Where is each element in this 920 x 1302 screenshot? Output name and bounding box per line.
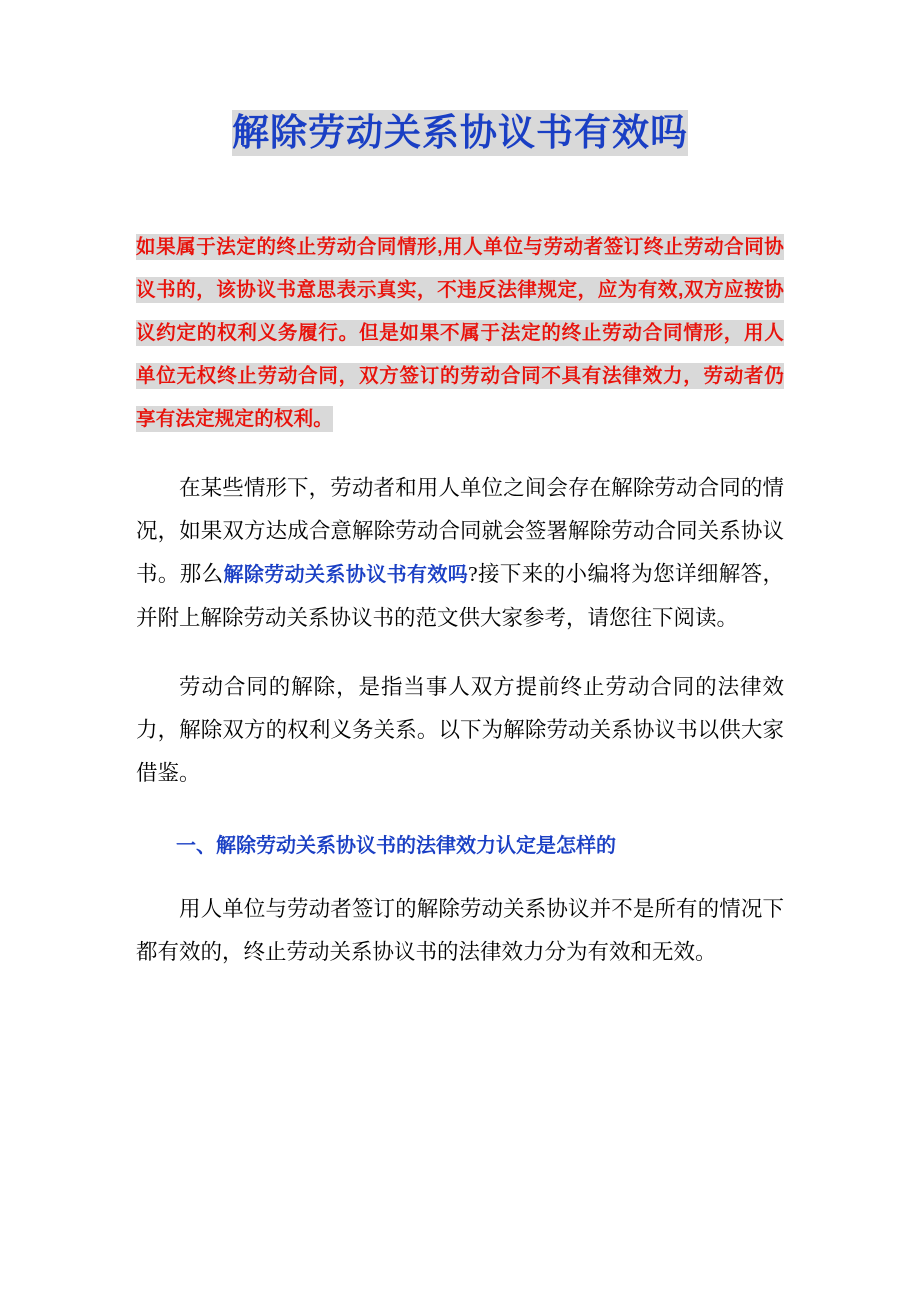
document-content [136,0,784,996]
page-title-container [136,110,784,156]
body-paragraph-1-part2: ?接下来的小编将为您详细解答，并附上解除劳动关系协议书的范文供大家参考，请您往下阅读。 [136,562,784,631]
lead-paragraph [136,226,784,441]
body-paragraph-1 [136,467,784,640]
body-paragraph-2: 劳动合同的解除，是指当事人双方提前终止劳动合同的法律效力，解除双方的权利义务关系。以下为解除劳动关系协议书以供大家借鉴。 [136,675,784,786]
body-paragraph-3: 用人单位与劳动者签订的解除劳动关系协议并不是所有的情况下都有效的，终止劳动关系协议书的法律效力分为有效和无效。 [136,897,784,965]
inline-link-agreement-validity[interactable]: 解除劳动关系协议书有效吗 [223,564,469,587]
section-heading-1: 一、解除劳动关系协议书的法律效力认定是怎样的 [176,835,616,858]
lead-paragraph-text: 如果属于法定的终止劳动合同情形,用人单位与劳动者签订终止劳动合同协议书的，该协议书意思表示真实，不违反法律规定，应为有效,双方应按协议约定的权利义务履行。但是如果不属于法定的终止劳动合同情形，用人单位无权终止劳动合同，双方签订的劳动合同不具有法律效力，劳动者仍享有法定规定的权利。 [136,236,784,431]
page-title: 解除劳动关系协议书有效吗 [232,110,688,156]
body-paragraph-1-part1: 在某些情形下，劳动者和用人单位之间会存在解除劳动合同的情况，如果双方达成合意解除劳动合同就会签署解除劳动合同关系协议书。那么 [136,476,784,587]
